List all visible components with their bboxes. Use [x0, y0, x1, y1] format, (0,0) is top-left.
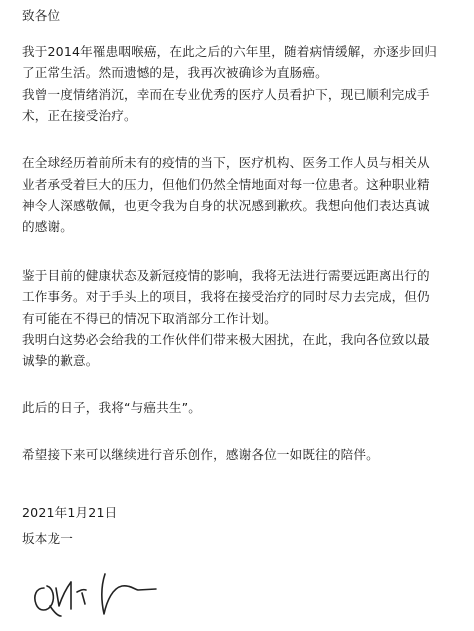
- letter-line: 业者承受着巨大的压力，但他们仍然全情地面对每一位患者。这种职业精: [22, 177, 430, 192]
- letter-line: 术，正在接受治疗。: [22, 108, 137, 123]
- letter-author: 坂本龙一: [22, 531, 73, 546]
- letter-line: 我明白这势必会给我的工作伙伴们带来极大困扰，在此，我向各位致以最: [22, 332, 430, 347]
- letter-date: 2021年1月21日: [22, 505, 118, 520]
- letter-line: 我于2014年罹患咽喉癌，在此之后的六年里，随着病情缓解，亦逐步回归: [22, 44, 437, 59]
- letter-line: 的感谢。: [22, 219, 73, 234]
- letter-line: 此后的日子，我将“与癌共生”。: [22, 400, 202, 415]
- letter-greeting: 致各位: [22, 8, 61, 23]
- letter-line: 希望接下来可以继续进行音乐创作，感谢各位一如既往的陪伴。: [22, 447, 379, 462]
- letter-line: 神令人深感敬佩，也更令我为自身的状况感到歉疚。我想向他们表达真诚: [22, 198, 430, 213]
- handwritten-signature: [30, 566, 160, 618]
- letter-line: 诚挚的歉意。: [22, 353, 99, 368]
- letter-line: 了正常生活。然而遗憾的是，我再次被确诊为直肠癌。: [22, 65, 328, 80]
- letter-line: 我曾一度情绪消沉，幸而在专业优秀的医疗人员看护下，现已顺利完成手: [22, 87, 430, 102]
- letter-line: 在全球经历着前所未有的疫情的当下，医疗机构、医务工作人员与相关从: [22, 155, 430, 170]
- letter-line: 鉴于目前的健康状态及新冠疫情的影响，我将无法进行需要远距离出行的: [22, 268, 430, 283]
- letter-line: 有可能在不得已的情况下取消部分工作计划。: [22, 311, 277, 326]
- letter-line: 工作事务。对于手头上的项目，我将在接受治疗的同时尽力去完成，但仍: [22, 289, 430, 304]
